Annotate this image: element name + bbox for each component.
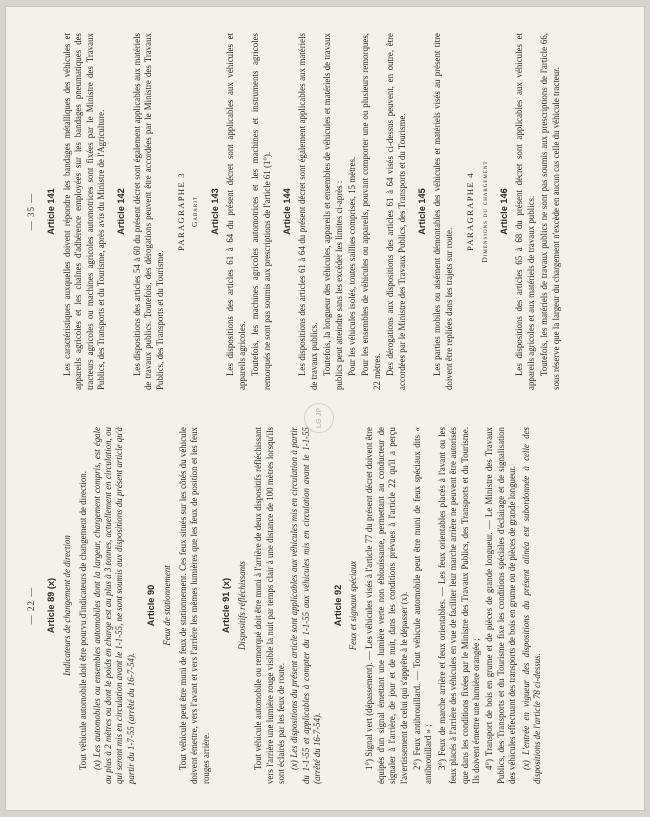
right-page <box>26 33 564 390</box>
article-92-paragraph-2: 2°) Feux antibrouillard. — Tout véhicule automobile peut être muni de feux spéciaux dits « antibrouillard » ; <box>411 427 434 784</box>
article-91-footnote: (x) Les dispositions du présent article sont applicables aux véhicules mis en circulation à partir du 1-1-55 et applicables à compter du 1-1-55 aux véhicules mis en circulation avant le 1-1-55 (arrêté du 16-7-54). <box>289 427 323 784</box>
stamp-text: LG JP <box>315 407 323 429</box>
article-92-paragraph-3: 3°) Feux de marche arrière et feux orientables. — Les feux orientables placés à l'avant ou les feux placés à l'arrière des véhicules en vue de faciliter leur marche arrière ne peuvent être autorisés que dans les conditions fixées par le Ministre des Travaux Publics, des Transports et du Tourisme. Ils doivent émettre une lumière orangée ; <box>436 427 481 784</box>
article-144-title: Article 144 <box>281 188 292 235</box>
library-stamp <box>304 403 334 433</box>
article-91-subtitle: Dispositifs réfléchissants <box>236 561 247 651</box>
article-141-title: Article 141 <box>46 188 57 235</box>
article-144-paragraph-4: Pour les ensembles de véhicules ou appareils, pouvant comporter une ou plusieurs remorques, 22 mètres. <box>360 33 382 390</box>
rotated-spread <box>6 7 644 810</box>
article-89-paragraph: Tout véhicule automobile doit être pourvu d'indicateurs de changement de direction. <box>78 471 89 770</box>
article-145-paragraph: Les parties mobiles ou aisément démontables des véhicules et matériels visés au présent titre doivent être repliées dans les trajets sur route. <box>432 33 454 390</box>
article-144-paragraph-2: Toutefois, la longueur des véhicules, appareils et ensembles de véhicules et matériels de travaux publics peut atteindre sans les excéder les limites ci-après : <box>322 33 344 390</box>
article-92-paragraph-1: 1°) Signal vert (dépassement). — Les véhicules visés à l'article 77 du présent décret doivent être équipés d'un signal émettant une lumière verte non éblouissante, permettant au conducteur de signaler à l'arrière, de jour et de nuit, dans les conditions prévues à l'article 22 qu'il a perçu l'avertissement de celui qui s'apprête à le dépasser (x). <box>364 427 409 784</box>
scanned-sheet <box>6 7 644 810</box>
article-145-title: Article 145 <box>416 188 427 235</box>
paragraph-3-heading: PARAGRAPHE 3 <box>176 172 187 251</box>
article-90-subtitle: Feux de stationnement <box>161 565 172 646</box>
article-146-paragraph-1: Les dispositions des articles 65 à 68 du présent décret sont applicables aux véhicules et appareils agricoles et aux matériels de travaux publics. <box>514 33 536 390</box>
page-number: — 22 — <box>26 586 36 625</box>
paragraph-3-subheading: Gabarit <box>190 196 200 227</box>
article-89-footnote: (x) Les automobiles ou ensembles automobiles dont la largeur, chargement compris, est égale au plus à 2 mètres ou dont le poids en charge est au plus à 3 tonnes, actuellement en circulation, ou qui seront mis en circulation avant le 1-1-55, ne sont soumis aux dispositions du présent article qu'à partir du 1-7-55 (arrêté du 16-7-54). <box>91 427 136 784</box>
article-92-title: Article 92 <box>332 584 343 627</box>
article-92-subtitle: Feux et signaux spéciaux <box>347 560 358 651</box>
article-146-title: Article 146 <box>499 188 509 235</box>
article-92-footnote: (x) L'entrée en vigueur des dispositions du présent alinéa est subordonnée à celle des dispositions de l'article 78 ci-dessus. <box>520 427 543 784</box>
article-142-title: Article 142 <box>116 188 127 235</box>
article-144-paragraph-1: Les dispositions des articles 61 à 64 du présent décret sont également applicables aux matériels de travaux publics. <box>297 33 319 390</box>
article-144-paragraph-5: Des dérogations aux dispositions des articles 61 à 64 visés ci-dessus peuvent, en outre, être accordées par le Ministre des Travaux Publics, des Transports et du Tourisme. <box>385 33 407 390</box>
page-number: — 35 — <box>26 192 36 231</box>
article-143-title: Article 143 <box>209 188 220 235</box>
article-141-paragraph: Les caractéristiques auxquelles doivent répondre les bandages métalliques des véhicules et appareils agricoles et les chaînes d'adhérence employées sur les bandages pneumatiques des tracteurs agricoles ou machines agricoles automotrices sont fixées par le Ministre des Travaux Publics, des Transports et du Tourisme, après avis du Ministre de l'Agriculture. <box>61 33 107 390</box>
article-143-paragraph-1: Les dispositions des articles 61 à 64 du présent décret sont applicables aux véhicules et appareils agricoles. <box>225 33 247 390</box>
article-146-paragraph-2: Toutefois, les matériels de travaux publics ne sont pas soumis aux prescriptions de l'article 66, sous réserve que la largeur du chargement n'excède en aucun cas celle du véhicule tracteur. <box>539 33 561 390</box>
article-142-paragraph: Les dispositions des articles 54 à 60 du présent décret sont également applicables aux matériels de travaux publics. Toutefois, des dérogations peuvent être accordées par le Ministre des Travaux Publics, des Transports et du Tourisme. <box>131 33 165 390</box>
article-144-paragraph-3: Pour les véhicules isolés, toutes saillies comprises, 15 mètres. <box>346 156 357 376</box>
article-90-title: Article 90 <box>146 584 157 627</box>
article-89-title: Article 89 (x) <box>46 577 57 634</box>
article-90-paragraph: Tout véhicule peut être muni de feux de stationnement. Ces feux situés sur les côtés du véhicule doivent émettre, vers l'avant et vers l'arrière les mêmes lumières que les feux de position et les feux rouges arrière. <box>178 427 211 784</box>
paragraph-4-heading: PARAGRAPHE 4 <box>465 172 476 251</box>
article-91-title: Article 91 (x) <box>221 577 232 634</box>
article-89-subtitle: Indicateurs de changement de direction <box>61 535 72 676</box>
paragraph-4-subheading: Dimensions du chargement <box>479 160 489 263</box>
article-143-paragraph-2: Toutefois, les machines agricoles automotrices et les machines et instruments agricoles remorqués ne sont pas soumis aux prescriptions de l'article 61 (1°). <box>250 33 272 390</box>
left-page <box>26 427 545 784</box>
article-92-paragraph-4: 4°) Transport de bois en grume et de pièces de grande longueur. — Le Ministre des Travaux Publics, des Transports et du Tourisme fixe les conditions spéciales d'éclairage et de signalisation des véhicules effectuant des transports de bois en grume ou de pièces de grande longueur. <box>484 427 518 784</box>
article-91-paragraph: Tout véhicule automobile ou remorqué doit être muni à l'arrière de deux dispositifs réfléchissant vers l'arrière une lumière rouge visible la nuit par temps clair à une distance de 100 mètres lorsqu'ils sont éclairés par les feux de route. <box>253 427 286 784</box>
